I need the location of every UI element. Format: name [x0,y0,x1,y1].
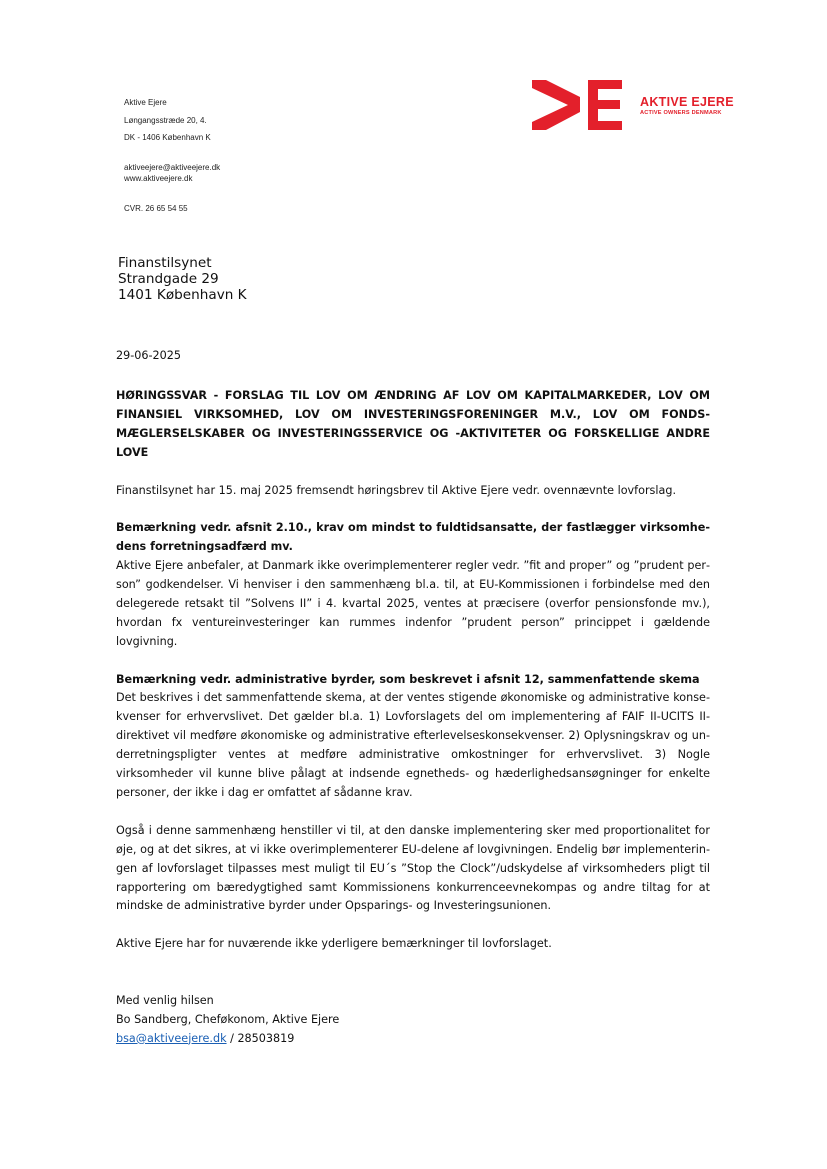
logo-chevron [532,80,580,130]
recipient-name: Finanstilsynet [118,255,212,271]
logo-wordmark [640,95,734,116]
sender-email: aktiveejere@aktiveejere.dk [124,163,221,172]
logo-subtitle: ACTIVE OWNERS DENMARK [640,110,722,116]
letter-title: HØRINGSSVAR - FORSLAG TIL LOV OM ÆNDRING AF LOV OM KAPITALMARKEDER, LOV OM FINANSIEL VIRKSOMHED, LOV OM INVESTERINGSFORENINGER M.V., LOV OM FONDSMÆGLERSELSKABER OG INVESTERINGSSERVICE OG -AKTIVITETER OG FORSKELLIGE ANDRE LOVE [116,389,710,459]
sender-address [124,97,220,221]
section1-heading: Bemærkning vedr. afsnit 2.10., krav om mindst to fuldtidsansatte, der fastlægger virksomhedens forretningsadfærd mv. [116,521,710,554]
closing-paragraph: Aktive Ejere har for nuværende ikke yderligere bemærkninger til lovforslaget. [116,937,552,951]
signature-name: Bo Sandberg, Cheføkonom, Aktive Ejere [116,1012,340,1026]
sender-cvr: CVR. 26 65 54 55 [124,204,188,213]
logo-letter-e [588,80,622,130]
signature-greeting: Med venlig hilsen [116,993,214,1007]
intro-paragraph: Finanstilsynet har 15. maj 2025 fremsendt høringsbrev til Aktive Ejere vedr. ovennævnte lovforslag. [116,483,677,497]
recipient-street: Strandgade 29 [118,271,219,287]
sender-street: Løngangsstræde 20, 4. [124,115,207,125]
letter-body [116,387,710,1049]
logo-title: AKTIVE EJERE [640,95,734,109]
letter-date: 29-06-2025 [116,349,182,362]
recipient-address [118,255,247,303]
signature-email-link[interactable]: bsa@aktiveejere.dk [116,1031,227,1045]
section2-body: Det beskrives i det sammenfattende skema, at der ventes stigende økonomiske og administrative konsekvenser for erhvervslivet. Det gælder bl.a. 1) Lovforslagets del om implementering af FAIF II-UCITS II-direktivet vil medføre økonomiske og administrative efterlevelseskonsekvenser. 2) Oplysningskrav og underretningspligter ventes at medføre administrative omkostninger for erhvervslivet. 3) Nogle virksomheder vil kunne blive pålagt at indsende egnetheds- og hæderlighedsansøgninger for enkelte personer, der ikke i dag er omfattet af sådanne krav. [116,691,710,799]
sender-city: DK - 1406 København K [124,133,211,142]
sender-name: Aktive Ejere [124,98,167,107]
signature-contact [116,1030,710,1049]
section1-body: Aktive Ejere anbefaler, at Danmark ikke overimplementerer regler vedr. ”fit and proper” og ”prudent person” godkendelser. Vi henviser i den sammenhæng bl.a. til, at EU-Kommissionen i forbindelse med den delegerede retsakt til ”Solvens II” i 4. kvartal 2025, ventes at præcisere (overfor pensionsfonde mv.), hvordan fx ventureinvesteringer kan rummes indenfor ”prudent person” princippet i gældende lovgivning. [116,559,710,648]
sender-website: www.aktiveejere.dk [124,174,193,183]
recipient-city: 1401 København K [118,287,247,303]
section2-heading: Bemærkning vedr. administrative byrder, som beskrevet i afsnit 12, sammenfattende skema [116,672,700,686]
paragraph-proportionality: Også i denne sammenhæng henstiller vi til, at den danske implementering sker med proportionalitet for øje, og at det sikres, at vi ikke overimplementerer EU-delene af lovgivningen. Endelig bør implementeringen af lovforslaget tilpasses mest muligt til EU´s ”Stop the Clock”/udskydelse af virksomheders pligt til rapportering om bæredygtighed samt Kommissionens konkurrenceevnekompas og andre tiltag for at mindske de administrative byrder under Opsparings- og Investeringsunionen. [116,823,710,913]
signature-phone: / 28503819 [226,1031,295,1045]
